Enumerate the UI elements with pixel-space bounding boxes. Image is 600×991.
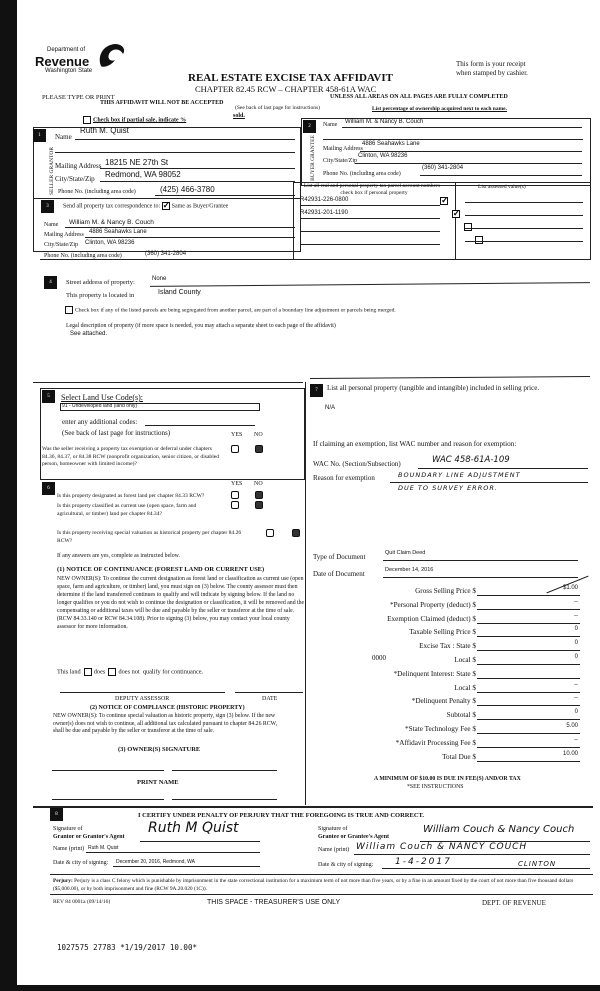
section-number-7: 7	[310, 384, 323, 397]
assessed-value-field[interactable]	[465, 202, 583, 203]
fee-value[interactable]: 0	[574, 626, 578, 633]
cashier-stamp: 1027575 27783 *1/19/2017 10.00*	[57, 943, 197, 952]
fee-value[interactable]: 5.00	[566, 723, 578, 729]
qualify-label: qualify for continuance.	[142, 668, 204, 676]
county-label: This property is located in	[66, 292, 135, 299]
personal-property-checkbox[interactable]	[452, 210, 460, 218]
fee-label: *Affidavit Processing Fee $	[395, 738, 476, 747]
yes-header: YES	[231, 432, 243, 438]
segregated-label: Check box if any of the listed parcels are being segregated from another parcel, are part of a boundary line adjustment or parcels being merged.	[75, 307, 396, 314]
grantor-date-field[interactable]: December 20, 2016, Redmond, WA	[116, 859, 196, 865]
form-title: REAL ESTATE EXCISE TAX AFFIDAVIT	[188, 72, 393, 84]
assessed-value-header: List assessed value(s)	[478, 184, 526, 190]
street-label: Street address of property:	[66, 279, 135, 286]
perjury-text: Perjury is a class C felony which is punishable by imprisonment in the state correctional institution for a maximum term of not more than five years, or by a fine in an amount fixed by the court of not more than five thousand dollars ($5,000.00), or by both imprisonment and fine (RCW 9A.20.020 (1C)).	[53, 878, 574, 892]
grantor-sig-label: Signature of	[53, 826, 83, 832]
seller-city-field[interactable]: Redmond, WA 98052	[105, 170, 181, 179]
doc-type-field[interactable]: Quit Claim Deed	[385, 550, 426, 556]
q-forest-yes[interactable]	[231, 491, 239, 499]
historic-question: Is this property receiving special valuation as historical property per chapter 84.26 RCW?	[57, 530, 242, 544]
fee-label: Subtotal $	[446, 711, 476, 720]
grantee-date-label: Date & city of signing:	[318, 862, 374, 868]
minimum-note: A MINIMUM OF $10.00 IS DUE IN FEE(S) AND/OR TAX	[374, 776, 521, 782]
fee-value[interactable]: --	[574, 612, 578, 619]
no-header: NO	[254, 481, 263, 487]
legal-description-field[interactable]: See attached.	[70, 331, 108, 337]
fee-label: Taxable Selling Price $	[409, 628, 476, 637]
corr-city-field[interactable]: Clinton, WA 98236	[85, 240, 135, 246]
buyer-name-label: Name	[323, 122, 338, 128]
segregated-checkbox[interactable]	[65, 306, 396, 314]
corr-name-field[interactable]: William M. & Nancy B. Couch	[69, 219, 154, 226]
form-number: REV 84 0001a (09/14/16)	[53, 899, 111, 905]
does-not-checkbox[interactable]	[108, 668, 116, 676]
section-number-3: 3	[41, 200, 54, 213]
q-exemption-no[interactable]	[255, 445, 263, 453]
same-as-buyer-label: Same as Buyer/Grantee	[171, 203, 229, 210]
legal-description-label: Legal description of property (if more space is needed, you may attach a separate sheet to each page of the affidavit)	[66, 323, 336, 329]
does-not-label: does not	[118, 668, 140, 676]
form-subtitle: CHAPTER 82.45 RCW – CHAPTER 458-61A WAC	[195, 84, 377, 94]
buyer-phone-label: Phone No. (including area code)	[323, 171, 401, 177]
personal-property-checkbox[interactable]	[440, 197, 448, 205]
see-back-note: (See back of last page for instructions)	[235, 105, 320, 111]
doc-date-label: Date of Document	[313, 570, 365, 578]
fee-label: Excise Tax : State $	[419, 642, 476, 651]
grantee-name-label: Name (print)	[318, 847, 350, 853]
sold-label: sold.	[233, 113, 245, 119]
forest-land-question: Is this property designated as forest land per chapter 84.33 RCW?	[57, 493, 205, 499]
wac-field[interactable]: WAC 458-61A-109	[432, 455, 510, 465]
receipt-note: when stamped by cashier.	[456, 69, 528, 77]
fee-value[interactable]: 0	[574, 654, 578, 660]
deputy-assessor-label: DEPUTY ASSESSOR	[115, 696, 170, 702]
q-historic-no[interactable]	[292, 529, 300, 537]
see-instructions: *SEE INSTRUCTIONS	[407, 784, 464, 790]
corr-city-label: City/State/Zip	[44, 242, 78, 248]
grantor-sig-label: Grantor or Grantor's Agent	[53, 834, 125, 840]
additional-codes-label: enter any additional codes:	[62, 418, 138, 426]
seller-address-field[interactable]: 18215 NE 27th St	[105, 158, 169, 167]
street-field[interactable]: None	[152, 276, 167, 282]
perjury-label: Perjury:	[53, 878, 73, 884]
county-field[interactable]: Island County	[158, 289, 201, 296]
fee-label: Local $	[454, 683, 476, 692]
section-number-4: 4	[44, 276, 57, 289]
q-forest-no[interactable]	[255, 491, 263, 499]
reason-field-1[interactable]: BOUNDARY LINE ADJUSTMENT	[398, 471, 521, 479]
owner-signature-label: (3) OWNER(S) SIGNATURE	[118, 746, 201, 753]
does-checkbox[interactable]	[84, 668, 92, 676]
seller-phone-field[interactable]: (425) 466-3780	[160, 185, 215, 194]
land-use-code: 91 - Undeveloped land (land only)	[62, 403, 138, 409]
fee-label: Exemption Claimed (deduct) $	[387, 614, 476, 623]
certify-title: I CERTIFY UNDER PENALTY OF PERJURY THAT THE FOREGOING IS TRUE AND CORRECT.	[138, 812, 425, 819]
section-number-6: 6	[42, 482, 55, 495]
q-current-use-no[interactable]	[255, 501, 263, 509]
logo-swirl-icon	[95, 42, 127, 68]
reason-field-2[interactable]: DUE TO SURVEY ERROR.	[398, 484, 498, 492]
treasurer-note: THIS SPACE - TREASURER'S USE ONLY	[207, 899, 341, 906]
current-use-question: Is this property classified as current use (open space, farm and agricultural, or timber) land per chapter 84.34?	[57, 503, 197, 517]
buyer-address-field[interactable]: 4886 Seahawks Lane	[362, 141, 420, 147]
parcel-number[interactable]: R42931-201-1190	[300, 210, 348, 216]
seller-phone-label: Phone No. (including area code)	[58, 189, 136, 195]
does-label: does	[93, 668, 106, 676]
buyer-city-label: City/State/Zip	[323, 158, 357, 164]
buyer-address-label: Mailing Address	[323, 146, 363, 152]
notice-continuance-title: (1) NOTICE OF CONTINUANCE (FOREST LAND OR CURRENT USE)	[57, 566, 265, 573]
fee-value[interactable]: 0	[574, 640, 578, 647]
q-current-use-yes[interactable]	[231, 501, 239, 509]
corr-phone-label: Phone No. (including area code)	[44, 253, 122, 259]
fee-label: Local $	[454, 656, 476, 664]
q-exemption-yes[interactable]	[231, 445, 239, 453]
personal-property-label: List all personal property (tangible and intangible) included in selling price.	[327, 384, 540, 392]
fee-label: *Delinquent Penalty $	[411, 697, 476, 706]
fee-label: Total Due $	[442, 752, 476, 761]
seller-address-label: Mailing Address	[55, 162, 102, 170]
assessed-value-field[interactable]	[465, 241, 583, 242]
local-code: 0000	[372, 654, 386, 662]
partial-sale-label: Check box if partial sale, indicate %	[93, 117, 187, 124]
exemption-question: Was the seller receiving a property tax exemption or deferral under chapters 84.36, 84.37, or 84.38 RCW (nonprofit organization, senior citizen, or disabled person, homeowner with limited income)?	[42, 446, 220, 467]
perjury-note	[53, 877, 593, 893]
grantor-name-label: Name (print)	[53, 846, 85, 852]
partial-sale-checkbox[interactable]	[83, 116, 186, 124]
dept-label: DEPT. OF REVENUE	[482, 899, 546, 907]
grantee-name-field[interactable]: William Couch & NANCY COUCH	[356, 842, 528, 852]
owner-signature-line[interactable]	[52, 770, 164, 771]
grantee-sig-label: Grantee or Grantee's Agent	[318, 834, 390, 840]
this-land-label: This land	[57, 668, 81, 676]
logo-line2: Revenue	[35, 54, 90, 69]
fee-label: *Delinquent Interest: State $	[393, 669, 476, 678]
notice-compliance-title: (2) NOTICE OF COMPLIANCE (HISTORIC PROPERTY)	[90, 705, 245, 711]
land-use-see-back: (See back of last page for instructions)	[62, 429, 171, 437]
continuance-row	[57, 668, 203, 676]
grantor-signature[interactable]: Ruth M Quist	[148, 820, 239, 836]
grantee-city-field[interactable]: CLINTON	[518, 860, 557, 868]
fee-value[interactable]: --	[574, 736, 578, 743]
parcel-header: List all real and personal property tax parcel account numbers – check box if personal property	[303, 183, 445, 196]
grantee-signature[interactable]: William Couch & Nancy Couch	[423, 824, 575, 835]
exemption-label: If claiming an exemption, list WAC number and reason for exemption:	[313, 440, 517, 448]
doc-type-label: Type of Document	[313, 553, 366, 561]
buyer-city-field[interactable]: Clinton, WA 98236	[358, 153, 408, 159]
doc-date-field[interactable]: December 14, 2016	[385, 567, 434, 573]
corr-phone-field[interactable]: (360) 341-2804	[145, 251, 187, 257]
fee-value[interactable]: 10.00	[562, 750, 578, 757]
fee-label: Gross Selling Price $	[415, 587, 476, 595]
section-number-8: 8	[50, 808, 63, 821]
notice-continuance-text: NEW OWNER(S): To continue the current designation as forest land or classification as current use (open space, farm and agriculture, or timber) land, you must sign on (3) below. The county assessor must then determine if the land transferred continues to qualify and will indicate by signing below. If the land no longer qualifies or you do not wish to continue the designation or classification, it will be removed and the compensating or additional taxes will be due and payable by the seller or transferor at the time of sale. (RCW 84.33.140 or RCW 84.34.108). Prior to signing (3) below, you may contact your local county assessor for more information.	[57, 576, 305, 630]
seller-side-label: SELLER GRANTOR	[49, 146, 56, 196]
grantor-name-field[interactable]: Ruth M. Quist	[88, 845, 119, 851]
corr-address-label: Mailing Address	[44, 232, 84, 238]
receipt-note: This form is your receipt	[456, 60, 526, 68]
no-header: NO	[254, 432, 263, 438]
if-yes-note: If any answers are yes, complete as instructed below.	[57, 553, 180, 559]
grantor-date-label: Date & city of signing:	[53, 860, 109, 866]
yes-header: YES	[231, 481, 243, 487]
grantee-sig-label: Signature of	[318, 826, 348, 832]
fee-value[interactable]: $1.00	[562, 585, 578, 591]
logo-line1: Department of	[47, 47, 86, 53]
correspondence-label: Send all property tax correspondence to:	[63, 203, 161, 210]
fee-value[interactable]: --	[574, 695, 578, 702]
completed-note: UNLESS ALL AREAS ON ALL PAGES ARE FULLY COMPLETED	[330, 94, 508, 100]
corr-name-label: Name	[44, 222, 59, 228]
not-accepted-note: THIS AFFIDAVIT WILL NOT BE ACCEPTED	[100, 100, 224, 106]
same-as-buyer-checkbox[interactable]	[162, 202, 170, 210]
assessed-value-field[interactable]	[465, 228, 583, 229]
type-or-print: PLEASE TYPE OR PRINT	[42, 94, 115, 101]
scan-bottom-border	[0, 985, 600, 991]
notice-compliance-text: NEW OWNER(S): To continue special valuation as historic property, sign (3) below. If the new owner(s) does not wish to continue, all additional tax calculated pursuant to chapter 84.26 RCW, shall be due and payable by the seller or transferor at the time of sale.	[53, 713, 278, 734]
buyer-phone-field[interactable]: (360) 341-2804	[422, 165, 464, 171]
fee-value[interactable]: --	[574, 681, 578, 688]
buyer-side-label: BUYER GRANTEE	[309, 135, 316, 181]
fee-label: *Personal Property (deduct) $	[389, 600, 476, 609]
parcel-number[interactable]: R42931-226-0800	[300, 197, 349, 203]
seller-city-label: City/State/Zip	[55, 175, 95, 183]
buyer-name-field[interactable]: William M. & Nancy B. Couch	[345, 119, 424, 125]
fee-label: *State Technology Fee $	[404, 725, 476, 733]
logo-line3: Washington State	[45, 68, 93, 74]
assessed-value-field[interactable]	[465, 215, 583, 216]
scan-left-border	[0, 0, 17, 991]
reason-label: Reason for exemption	[313, 474, 375, 482]
personal-property-value[interactable]: N/A	[325, 405, 336, 411]
corr-address-field[interactable]: 4886 Seahawks Lane	[89, 229, 147, 235]
section-number-5: 5	[42, 390, 55, 403]
section-number-2: 2	[303, 120, 316, 133]
fee-value[interactable]: --	[574, 598, 578, 605]
land-use-title: Select Land Use Code(s):	[61, 393, 143, 402]
section-number-1: 1	[33, 129, 46, 142]
wac-label: WAC No. (Section/Subsection)	[313, 460, 401, 468]
q-historic-yes[interactable]	[266, 529, 274, 537]
grantee-date-field[interactable]: 1-4-2017	[395, 857, 452, 867]
print-name-label: PRINT NAME	[137, 779, 179, 786]
seller-name-field[interactable]: Ruth M. Quist	[80, 126, 129, 135]
seller-name-label: Name	[55, 133, 72, 141]
correspondence-row	[63, 202, 228, 210]
date-label: DATE	[262, 696, 278, 702]
ownership-note: List percentage of ownership acquired next to each name.	[372, 106, 507, 112]
fee-value[interactable]: 0	[574, 709, 578, 716]
